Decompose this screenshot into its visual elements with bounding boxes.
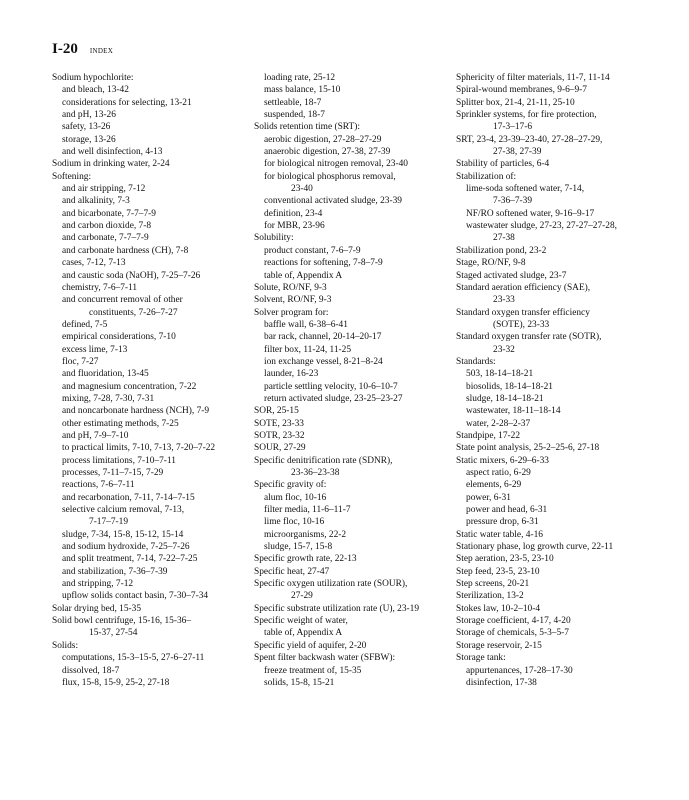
index-subentry: and pH, 7-9–7-10: [62, 430, 129, 441]
index-entry: SOTR, 23-32: [254, 430, 305, 441]
index-entry: Solids:: [52, 640, 79, 651]
index-entry: Standards:: [456, 356, 496, 367]
index-entry: Splitter box, 21-4, 21-11, 25-10: [456, 97, 575, 108]
index-subentry: selective calcium removal, 7-13,: [62, 505, 185, 516]
index-entry: Storage reservoir, 2-15: [456, 640, 542, 651]
index-entry: Static mixers, 6-29–6-33: [456, 455, 549, 466]
index-entry: Storage coefficient, 4-17, 4-20: [456, 616, 571, 627]
index-subentry: biosolids, 18-14–18-21: [466, 381, 553, 392]
index-entry: Specific heat, 27-47: [254, 566, 330, 577]
index-subentry: and sodium hydroxide, 7-25–7-26: [62, 542, 190, 553]
index-subentry: processes, 7-11–7-15, 7-29: [62, 468, 164, 478]
page-header: [52, 40, 113, 58]
index-subentry: empirical considerations, 7-10: [62, 332, 176, 343]
index-entry: Solver program for:: [254, 307, 329, 318]
index-continuation: 27-29: [291, 591, 313, 602]
index-subentry: and carbonate hardness (CH), 7-8: [62, 245, 189, 256]
index-entry: Solar drying bed, 15-35: [52, 603, 142, 614]
index-subentry: ion exchange vessel, 8-21–8-24: [264, 356, 383, 367]
index-entry: Standard aeration efficiency (SAE),: [456, 282, 591, 293]
index-continuation: 23-32: [493, 344, 515, 355]
index-entry: Sterilization, 13-2: [456, 591, 524, 602]
index-subentry: and bleach, 13-42: [62, 85, 129, 96]
index-entry: Stationary phase, log growth curve, 22-11: [456, 542, 614, 553]
index-entry: Static water table, 4-16: [456, 529, 543, 540]
index-subentry: dissolved, 18-7: [62, 665, 120, 676]
index-subentry: aspect ratio, 6-29: [466, 468, 531, 478]
index-subentry: 503, 18-14–18-21: [466, 369, 534, 380]
index-subentry: freeze treatment of, 15-35: [264, 665, 362, 676]
index-subentry: safety, 13-26: [62, 122, 111, 133]
index-entry: Standpipe, 17-22: [456, 430, 521, 441]
index-subentry: other estimating methods, 7-25: [62, 418, 179, 429]
index-entry: Specific denitrification rate (SDNR),: [254, 455, 393, 466]
index-subentry: baffle wall, 6-38–6-41: [264, 319, 348, 330]
index-entry: Stability of particles, 6-4: [456, 159, 550, 170]
index-subentry: alum floc, 10-16: [264, 492, 327, 503]
index-subentry: filter box, 11-24, 11-25: [264, 344, 352, 355]
index-subentry: NF/RO softened water, 9-16–9-17: [466, 208, 595, 219]
index-subentry: settleable, 18-7: [264, 97, 322, 108]
index-continuation: 7-17–7-19: [89, 517, 129, 528]
index-entry: Spent filter backwash water (SFBW):: [254, 653, 396, 664]
index-subentry: to practical limits, 7-10, 7-13, 7-20–7-22: [62, 443, 216, 454]
index-subentry: and bicarbonate, 7-7–7-9: [62, 208, 156, 219]
index-subentry: and concurrent removal of other: [62, 295, 183, 306]
index-subentry: microorganisms, 22-2: [264, 529, 347, 540]
index-subentry: elements, 6-29: [466, 480, 522, 491]
index-subentry: mass balance, 15-10: [264, 85, 341, 96]
index-subentry: storage, 13-26: [62, 134, 116, 145]
index-entry: Standard oxygen transfer efficiency: [456, 307, 590, 318]
index-subentry: reactions, 7-6–7-11: [62, 480, 135, 491]
index-entry: Specific oxygen utilization rate (SOUR),: [254, 579, 408, 590]
index-subentry: table of, Appendix A: [264, 628, 343, 639]
running-head: INDEX: [89, 47, 114, 55]
index-subentry: wastewater, 18-11–18-14: [466, 406, 561, 417]
index-subentry: aerobic digestion, 27-28–27-29: [264, 134, 382, 145]
index-entry: Standard oxygen transfer rate (SOTR),: [456, 332, 602, 343]
index-subentry: and recarbonation, 7-11, 7-14–7-15: [62, 492, 195, 503]
index-subentry: and magnesium concentration, 7-22: [62, 381, 197, 392]
index-subentry: filter media, 11-6–11-7: [264, 505, 351, 516]
index-subentry: particle settling velocity, 10-6–10-7: [264, 381, 398, 392]
index-continuation: 23-36–23-38: [291, 468, 340, 478]
index-subentry: solids, 15-8, 15-21: [264, 677, 335, 688]
index-subentry: anaerobic digestion, 27-38, 27-39: [264, 147, 391, 158]
index-subentry: and noncarbonate hardness (NCH), 7-9: [62, 406, 210, 417]
index-subentry: floc, 7-27: [62, 356, 99, 367]
index-entry: Sodium hypochlorite:: [52, 73, 134, 83]
index-entry: Specific gravity of:: [254, 480, 327, 491]
index-subentry: wastewater sludge, 27-23, 27-27–27-28,: [466, 221, 618, 232]
index-subentry: appurtenances, 17-28–17-30: [466, 665, 573, 676]
index-column-1: [52, 72, 252, 689]
index-entry: Stokes law, 10-2–10-4: [456, 603, 541, 614]
index-subentry: defined, 7-5: [62, 319, 108, 330]
index-subentry: lime-soda softened water, 7-14,: [466, 184, 585, 195]
index-entry: Sphericity of filter materials, 11-7, 11-14: [456, 73, 610, 83]
index-subentry: and carbonate, 7-7–7-9: [62, 233, 149, 244]
index-entry: Step aeration, 23-5, 23-10: [456, 554, 554, 565]
index-entry: State point analysis, 25-2–25-6, 27-18: [456, 443, 600, 454]
index-entry: Sprinkler systems, for fire protection,: [456, 110, 597, 121]
index-entry: Solubility:: [254, 233, 294, 244]
index-subentry: for biological nitrogen removal, 23-40: [264, 159, 408, 170]
index-subentry: suspended, 18-7: [264, 110, 325, 121]
index-continuation: (SOTE), 23-33: [493, 319, 550, 330]
index-entry: SOUR, 27-29: [254, 443, 306, 454]
index-subentry: and fluoridation, 13-45: [62, 369, 149, 380]
index-subentry: and alkalinity, 7-3: [62, 196, 130, 207]
index-subentry: sludge, 18-14–18-21: [466, 393, 544, 404]
index-subentry: pressure drop, 6-31: [466, 517, 539, 528]
index-continuation: 17-3–17-6: [493, 122, 533, 133]
index-entry: Step feed, 23-5, 23-10: [456, 566, 540, 577]
index-continuation: constituents, 7-26–7-27: [89, 307, 178, 318]
index-entry: SRT, 23-4, 23-39–23-40, 27-28–27-29,: [456, 134, 603, 145]
index-subentry: and split treatment, 7-14, 7-22–7-25: [62, 554, 198, 565]
index-subentry: conventional activated sludge, 23-39: [264, 196, 402, 207]
index-entry: Staged activated sludge, 23-7: [456, 270, 567, 281]
index-entry: Storage tank:: [456, 653, 506, 664]
index-subentry: sludge, 15-7, 15-8: [264, 542, 333, 553]
index-continuation: 27-38, 27-39: [493, 147, 542, 158]
index-subentry: launder, 16-23: [264, 369, 319, 380]
index-subentry: and stabilization, 7-36–7-39: [62, 566, 168, 577]
index-entry: Stage, RO/NF, 9-8: [456, 258, 526, 269]
index-subentry: and well disinfection, 4-13: [62, 147, 163, 158]
index-column-2: [254, 72, 454, 689]
index-subentry: process limitations, 7-10–7-11: [62, 455, 176, 466]
index-continuation: 27-38: [493, 233, 515, 244]
index-column-3: [456, 72, 668, 689]
index-subentry: product constant, 7-6–7-9: [264, 245, 361, 256]
index-subentry: upflow solids contact basin, 7-30–7-34: [62, 591, 209, 602]
index-subentry: flux, 15-8, 15-9, 25-2, 27-18: [62, 677, 170, 688]
index-subentry: and caustic soda (NaOH), 7-25–7-26: [62, 270, 201, 281]
index-entry: Solids retention time (SRT):: [254, 122, 360, 133]
index-subentry: computations, 15-3–15-5, 27-6–27-11: [62, 653, 205, 664]
index-entry: Specific substrate utilization rate (U), 23-19: [254, 603, 420, 614]
index-subentry: for MBR, 23-96: [264, 221, 325, 232]
index-entry: Storage of chemicals, 5-3–5-7: [456, 628, 569, 639]
index-subentry: bar rack, channel, 20-14–20-17: [264, 332, 382, 343]
index-entry: Step screens, 20-21: [456, 579, 530, 590]
index-continuation: 7-36–7-39: [493, 196, 533, 207]
index-entry: Specific yield of aquifer, 2-20: [254, 640, 367, 651]
index-entry: SOR, 25-15: [254, 406, 299, 417]
index-subentry: chemistry, 7-6–7-11: [62, 282, 138, 293]
index-entry: Specific growth rate, 22-13: [254, 554, 357, 565]
index-subentry: sludge, 7-34, 15-8, 15-12, 15-14: [62, 529, 184, 540]
index-entry: Solute, RO/NF, 9-3: [254, 282, 327, 293]
index-entry: Stabilization pond, 23-2: [456, 245, 547, 256]
index-subentry: mixing, 7-28, 7-30, 7-31: [62, 393, 155, 404]
index-entry: Spiral-wound membranes, 9-6–9-7: [456, 85, 587, 96]
index-continuation: 15-37, 27-54: [89, 628, 138, 639]
index-subentry: disinfection, 17-38: [466, 677, 537, 688]
index-subentry: and pH, 13-26: [62, 110, 116, 121]
index-subentry: definition, 23-4: [264, 208, 323, 219]
index-entry: Softening:: [52, 171, 92, 182]
index-subentry: and carbon dioxide, 7-8: [62, 221, 152, 232]
index-subentry: reactions for softening, 7-8–7-9: [264, 258, 383, 269]
index-subentry: power and head, 6-31: [466, 505, 548, 516]
index-continuation: 23-40: [291, 184, 313, 195]
index-entry: Specific weight of water,: [254, 616, 348, 627]
index-subentry: lime floc, 10-16: [264, 517, 325, 528]
index-entry: Sodium in drinking water, 2-24: [52, 159, 170, 170]
index-entry: Solid bowl centrifuge, 15-16, 15-36–: [52, 616, 192, 627]
index-subentry: and air stripping, 7-12: [62, 184, 146, 195]
index-subentry: excess lime, 7-13: [62, 344, 128, 355]
index-subentry: considerations for selecting, 13-21: [62, 97, 192, 108]
index-subentry: cases, 7-12, 7-13: [62, 258, 126, 269]
index-subentry: loading rate, 25-12: [264, 73, 336, 83]
index-subentry: water, 2-28–2-37: [466, 418, 531, 429]
index-subentry: table of, Appendix A: [264, 270, 343, 281]
page-number: I-20: [52, 41, 78, 57]
index-continuation: 23-33: [493, 295, 515, 306]
index-entry: SOTE, 23-33: [254, 418, 304, 429]
index-subentry: power, 6-31: [466, 492, 511, 503]
index-entry: Stabilization of:: [456, 171, 517, 182]
index-subentry: and stripping, 7-12: [62, 579, 134, 590]
index-entry: Solvent, RO/NF, 9-3: [254, 295, 332, 306]
index-subentry: for biological phosphorus removal,: [264, 171, 396, 182]
index-subentry: return activated sludge, 23-25–23-27: [264, 393, 403, 404]
